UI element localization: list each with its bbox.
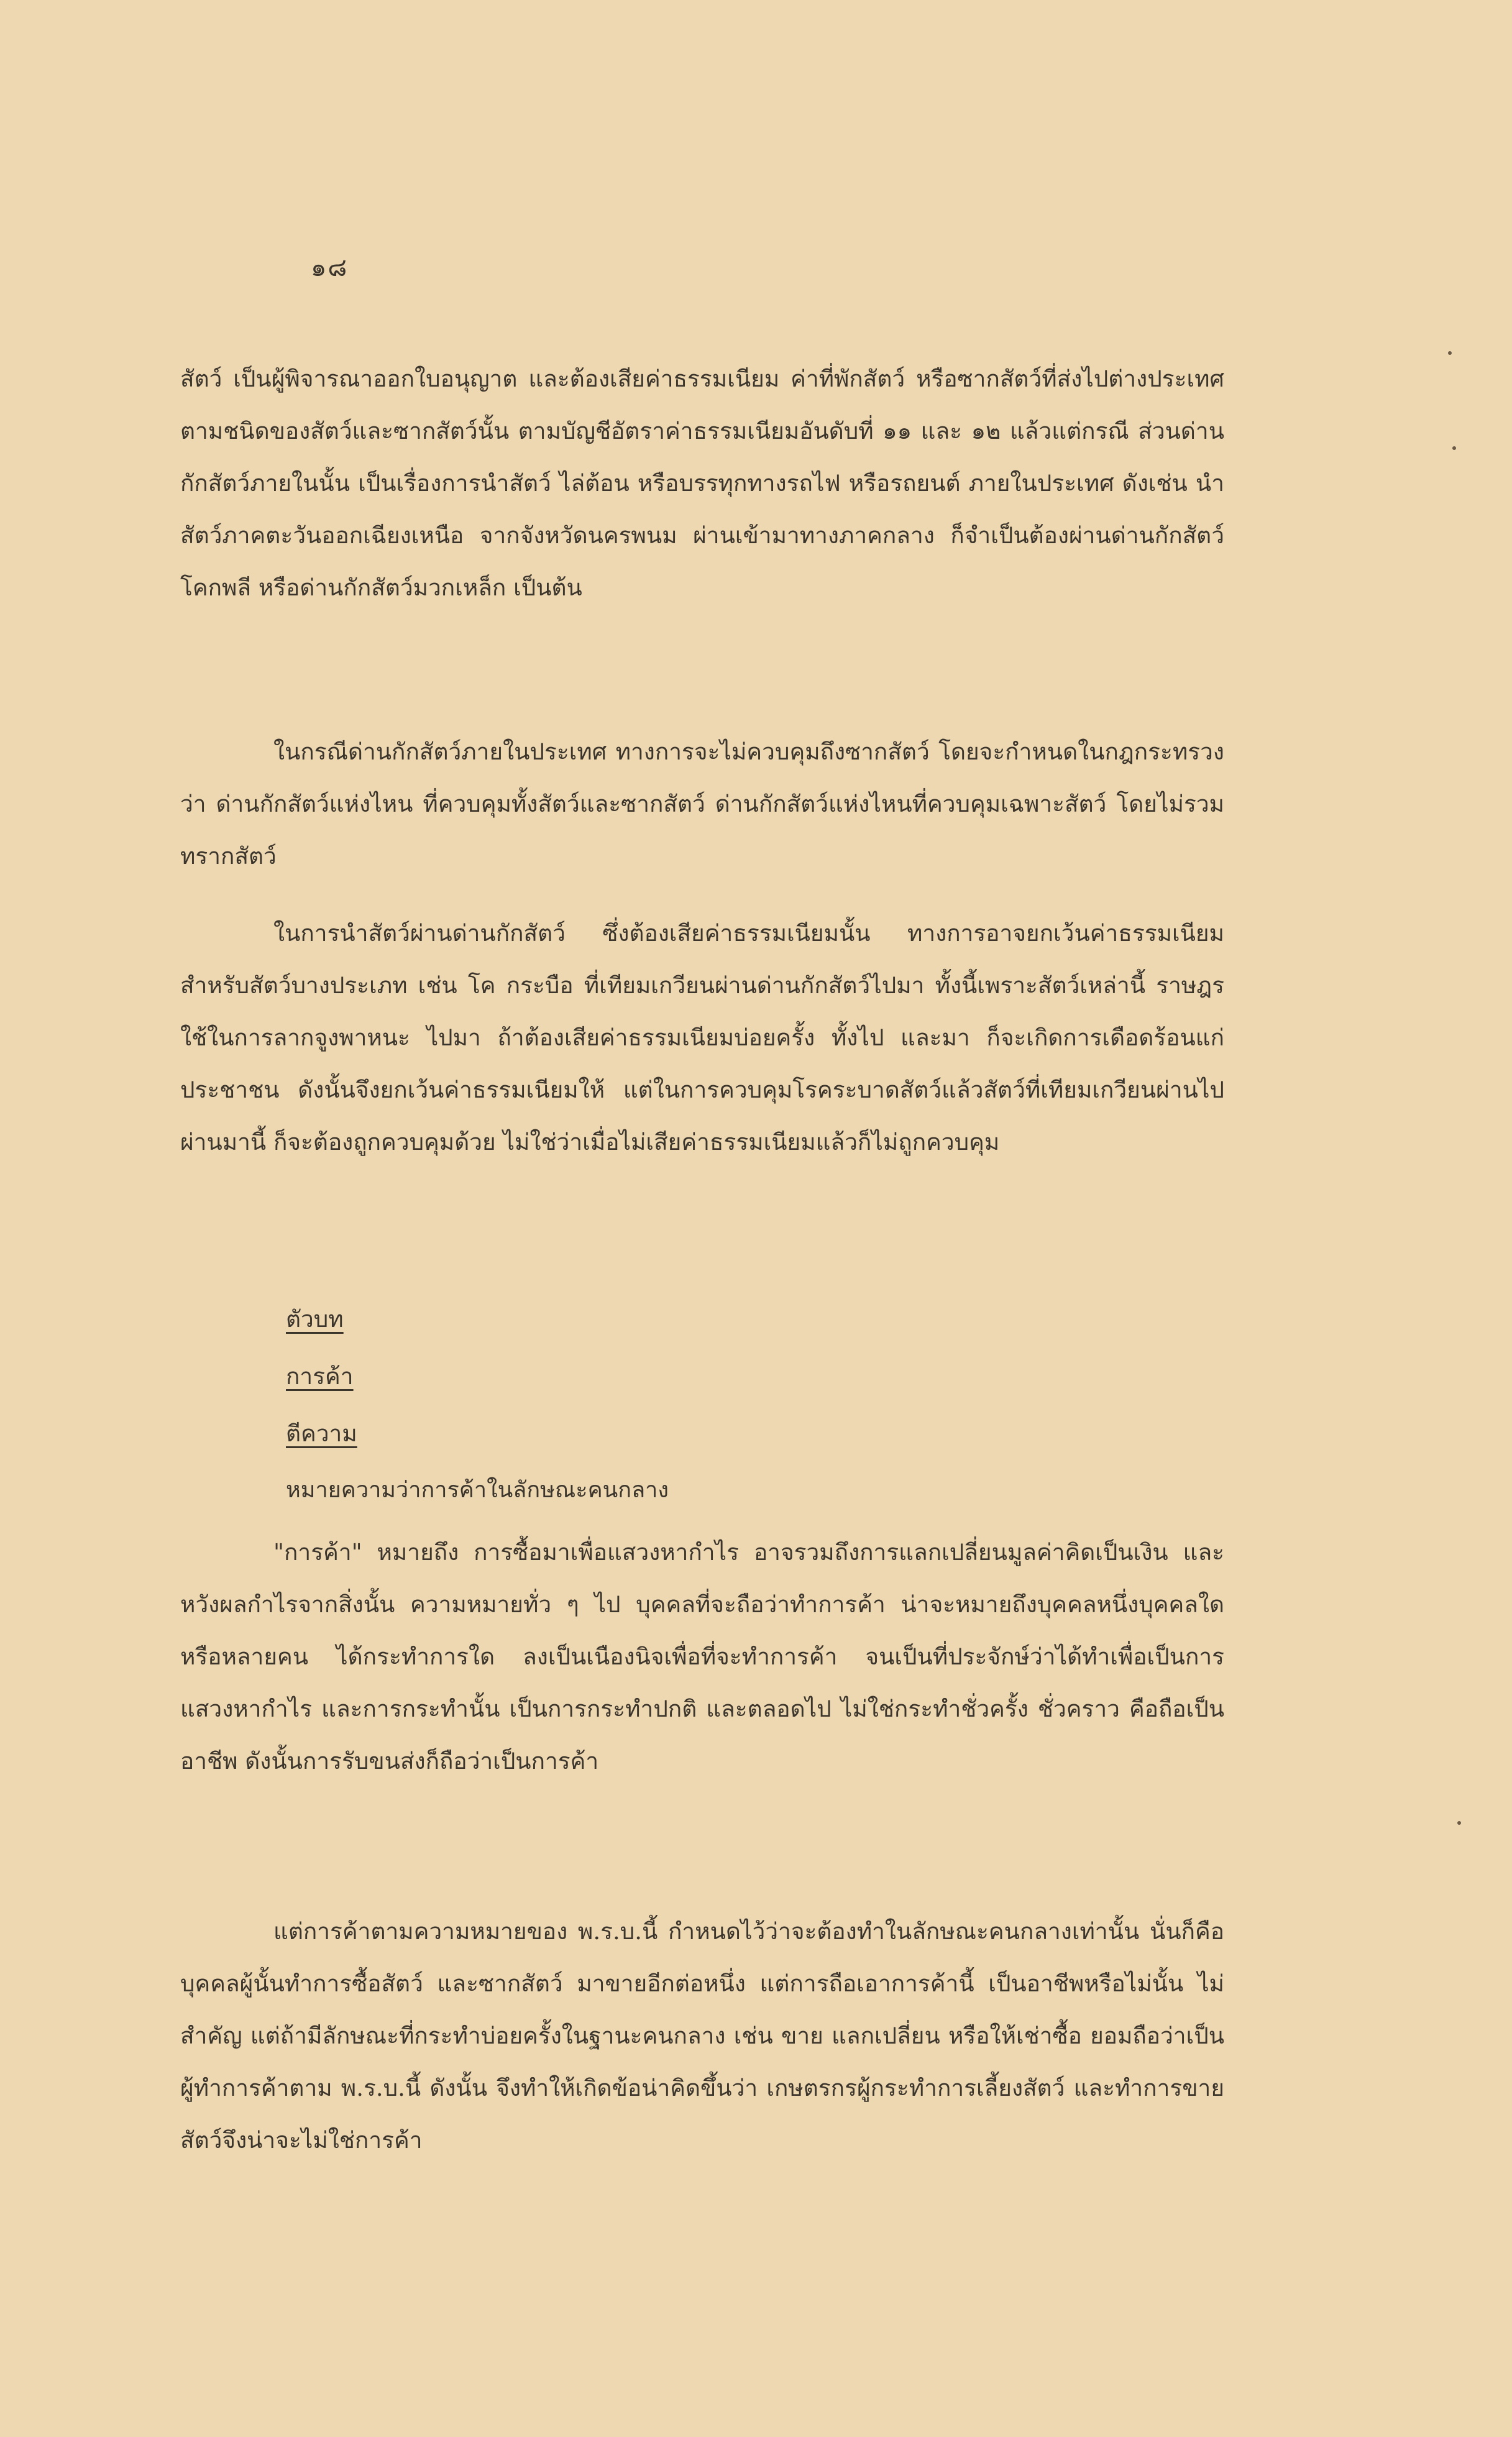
interpretation-subtitle: หมายความว่าการค้าในลักษณะคนกลาง [286, 1477, 669, 1503]
paragraph-domestic-quarantine: ในกรณีด่านกักสัตว์ภายในประเทศ ทางการจะไม่ควบคุมถึงซากสัตว์ โดยจะกำหนดในกฎกระทรวงว่า ด่านกักสัตว์แห่งไหน ที่ควบคุมทั้งสัตว์และซากสัตว์ ด่านกักสัตว์แห่งไหนที่ควบคุมเฉพาะสัตว์ โดยไม่รวมทรากสัตว์ [180, 738, 1224, 870]
heading-trade: การค้า [286, 1363, 354, 1390]
paragraph-quarantine-fees: สัตว์ เป็นผู้พิจารณาออกใบอนุญาต และต้องเสียค่าธรรมเนียม ค่าที่พักสัตว์ หรือซากสัตว์ที่ส่งไปต่างประเทศ ตามชนิดของสัตว์และซากสัตว์นั้น ตามบัญชีอัตราค่าธรรมเนียมอันดับที่ ๑๑ และ ๑๒ แล้วแต่กรณี ส่วนด่านกักสัตว์ภายในนั้น เป็นเรื่องการนำสัตว์ ไล่ต้อน หรือบรรทุกทางรถไฟ หรือรถยนต์ ภายในประเทศ ดังเช่น นำสัตว์ภาคตะวันออกเฉียงเหนือ จากจังหวัดนครพนม ผ่านเข้ามาทางภาคกลาง ก็จำเป็นต้องผ่านด่านกักสัตว์โคกพลี หรือด่านกักสัตว์มวกเหล็ก เป็นต้น [180, 365, 1224, 601]
heading-statute: ตัวบท [286, 1306, 344, 1333]
page-number: ๑๘ [311, 254, 349, 282]
margin-speck [1457, 1821, 1461, 1825]
heading-interpretation: ตีความ [286, 1420, 357, 1447]
margin-speck [1448, 351, 1452, 355]
paragraph-fee-exemption: ในการนำสัตว์ผ่านด่านกักสัตว์ ซึ่งต้องเสียค่าธรรมเนียมนั้น ทางการอาจยกเว้นค่าธรรมเนียมสำหรับสัตว์บางประเภท เช่น โค กระบือ ที่เทียมเกวียนผ่านด่านกักสัตว์ไปมา ทั้งนี้เพราะสัตว์เหล่านี้ ราษฎรใช้ในการลากจูงพาหนะ ไปมา ถ้าต้องเสียค่าธรรมเนียมบ่อยครั้ง ทั้งไป และมา ก็จะเกิดการเดือดร้อนแก่ประชาชน ดังนั้นจึงยกเว้นค่าธรรมเนียมให้ แต่ในการควบคุมโรคระบาดสัตว์แล้วสัตว์ที่เทียมเกวียนผ่านไปผ่านมานี้ ก็จะต้องถูกควบคุมด้วย ไม่ใช่ว่าเมื่อไม่เสียค่าธรรมเนียมแล้วก็ไม่ถูกควบคุม [180, 920, 1224, 1155]
margin-speck [1452, 446, 1456, 450]
paragraph-trade-definition: "การค้า" หมายถึง การซื้อมาเพื่อแสวงหากำไร อาจรวมถึงการแลกเปลี่ยนมูลค่าคิดเป็นเงิน และหวังผลกำไรจากสิ่งนั้น ความหมายทั่ว ๆ ไป บุคคลที่จะถือว่าทำการค้า น่าจะหมายถึงบุคคลหนึ่งบุคคลใด หรือหลายคน ได้กระทำการใด ลงเป็นเนืองนิจเพื่อที่จะทำการค้า จนเป็นที่ประจักษ์ว่าได้ทำเพื่อเป็นการแสวงหากำไร และการกระทำนั้น เป็นการกระทำปกติ และตลอดไป ไม่ใช่กระทำชั่วครั้ง ชั่วคราว คือถือเป็นอาชีพ ดังนั้นการรับขนส่งก็ถือว่าเป็นการค้า [180, 1539, 1224, 1774]
paragraph-trade-middleman: แต่การค้าตามความหมายของ พ.ร.บ.นี้ กำหนดไว้ว่าจะต้องทำในลักษณะคนกลางเท่านั้น นั่นก็คือ บุคคลผู้นั้นทำการซื้อสัตว์ และซากสัตว์ มาขายอีกต่อหนึ่ง แต่การถือเอาการค้านี้ เป็นอาชีพหรือไม่นั้น ไม่สำคัญ แต่ถ้ามีลักษณะที่กระทำบ่อยครั้งในฐานะคนกลาง เช่น ขาย แลกเปลี่ยน หรือให้เช่าซื้อ ยอมถือว่าเป็นผู้ทำการค้าตาม พ.ร.บ.นี้ ดังนั้น จึงทำให้เกิดข้อน่าคิดขึ้นว่า เกษตรกรผู้กระทำการเลี้ยงสัตว์ และทำการขายสัตว์จึงน่าจะไม่ใช่การค้า [180, 1918, 1224, 2154]
